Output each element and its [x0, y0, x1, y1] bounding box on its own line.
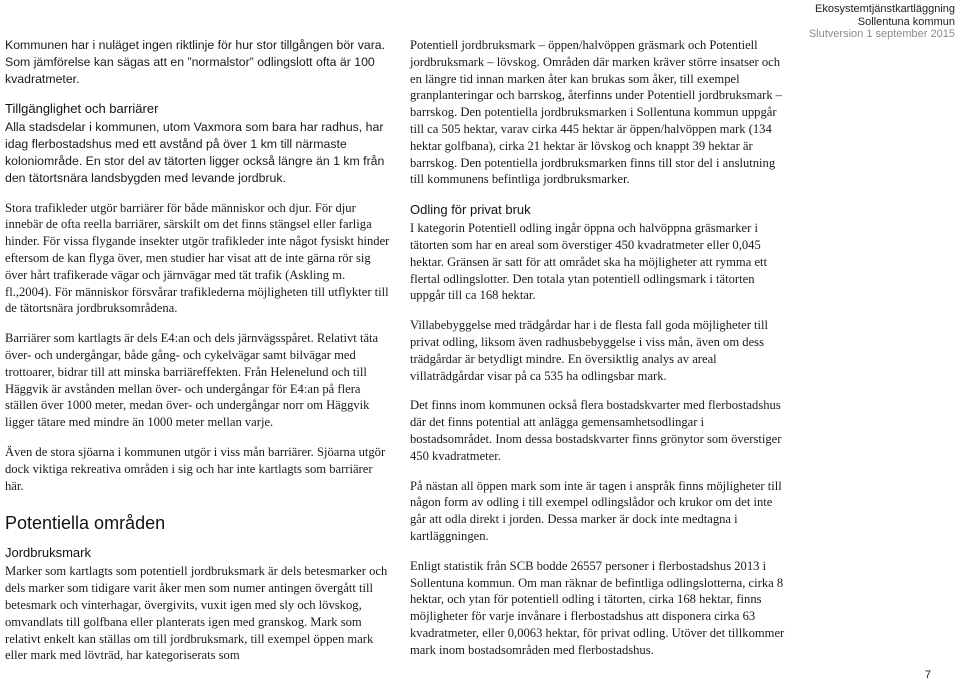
farmland-heading: Jordbruksmark — [5, 545, 91, 561]
villa-gardens-paragraph: Villabebyggelse med trädgårdar har i de flesta fall goda möjligheter till privat odling, liksom även radhusbebyggelse i viss mån, även om dess trädgårdar är betydligt mindre. En översiktlig analys av areal villaträdgårdar visar på ca 535 ha odlingsbar mark. — [410, 318, 769, 383]
header-version: Slutversion 1 september 2015 — [808, 28, 955, 40]
lakes-paragraph: Även de stora sjöarna i kommunen utgör i viss mån barriärer. Sjöarna utgör dock viktiga rekreativa områden i sig och har inte kartlagts som barriärer här. — [5, 444, 386, 493]
header-report-title: Ekosystemtjänstkartläggning — [814, 3, 955, 15]
mapped-barriers-paragraph: Barriärer som kartlagts är dels E4:an och dels järnvägsspåret. Relativt täta över- och undergångar, både gång- och cykelvägar samt bilvägar med trottoarer, bidrar till att minska barriäreffekten. Från Helenelund och till Häggvik är avstånden mellan över- och undergångar för E4:an på flera ställen över 1000 meter, medan över- och undergångar norr om Häggvik ligger tätare med mindre än 1000 meter mellan varje. — [5, 331, 379, 430]
right-column — [410, 37, 788, 672]
apartment-blocks-paragraph: Det finns inom kommunen också flera bostadskvarter med flerbostadshus där det finns potential att anlägga gemensamhetsodlingar i bostadsområdet. Inom dessa bostadskvarter finns grönytor som överstiger 450 kvadratmeter. — [410, 398, 782, 463]
private-cultivation-heading: Odling för privat bruk — [410, 202, 531, 218]
potential-areas-heading: Potentiella områden — [5, 513, 166, 534]
statistics-paragraph: Enligt statistik från SCB bodde 26557 personer i flerbostadshus 2013 i Sollentuna kommun. Om man räknar de befintliga odlingslotterna, cirka 8 hektar, och ytan för potentiell odling i tätorten, cirka 168 hektar, finns möjligheter för varje invånare i flerbostadshus att disponera cirka 63 kvadratmeter, eller 0,0063 hektar, för privat odling. Utöver det tillkommer mark inom bostadsområden med flerbostadshus. — [410, 558, 785, 657]
open-land-paragraph: På nästan all öppen mark som inte är tagen i anspråk finns möjligheter till någon form av odling i till exempel odlingslådor och krukor om det inte går att odla direkt i jorden. Dessa marker är dock inte medtagna i kartläggningen. — [410, 478, 782, 543]
header-municipality: Sollentuna kommun — [857, 15, 955, 28]
farmland-paragraph: Marker som kartlagts som potentiell jordbruksmark är dels betesmarker och dels marker som tidigare varit åker men som numer antingen övergått till betesmark och vinterhagar, övergivits, vuxit igen med sly och lövskog, omvandlats till golfbana eller planterats igen med granskog. Mark som relativt enkelt kan ställas om till jordbruksmark, till exempel öppen mark eller mark med lövträd, har kategoriserats som — [5, 564, 388, 663]
document-header — [809, 3, 955, 41]
page-number: 7 — [924, 669, 931, 681]
barriers-paragraph: Stora trafikleder utgör barriärer för både människor och djur. För djur innebär de ofta reella barriärer, särskilt om det finns stängsel eller farliga hinder. För vissa flygande insekter utgör trafikleder inte något fysiskt hinder eftersom de kan flyga över, men studier har visat att de inte gärna rör sig över hårt trafikerade vägar och järnvägar med tät trafik (Askling m. fl.,2004). För människor försvårar trafiklederna möjligheten till utflykter till de tätortsnära jordbruksområdena. — [5, 200, 390, 316]
potential-farmland-paragraph: Potentiell jordbruksmark – öppen/halvöppen gräsmark och Potentiell jordbruksmark – lövskog. Områden där marken kräver större insatser och en längre tid innan marken åter kan brukas som åker, till exempel granplanteringar och barrskog, återfinns under Potentiell jordbruksmark – barrskog. Den potentiella jordbruksmarken i Sollentuna kommun uppgår till ca 505 hektar, varav cirka 445 hektar är öppen/halvöppen mark (134 hektar golfbana), cirka 21 hektar är lövskog och knappt 39 hektar är barrskog. Den potentiella jordbruksmarken finns till stor del i anslutning till kommunens befintliga jordbruksmarker. — [410, 38, 783, 187]
access-heading: Tillgänglighet och barriärer — [5, 101, 159, 117]
access-paragraph: Alla stadsdelar i kommunen, utom Vaxmora som bara har radhus, har idag flerbostadshus med ett avstånd på över 1 km till närmaste koloniområde. En stor del av tätorten ligger också längre än 1 km från den tätortsnära landsbygden med levande jordbruk. — [5, 120, 385, 185]
private-cultivation-paragraph: I kategorin Potentiell odling ingår öppna och halvöppna gräsmarker i tätorten som har en areal som överstiger 450 kvadratmeter eller 0,045 hektar. Gränsen är satt för att området ska ha möjligheter att rymma ett flertal odlingslotter. Den totala ytan potentiell odlingsmark i tätorten uppgår till ca 168 hektar. — [410, 221, 768, 303]
intro-paragraph: Kommunen har i nuläget ingen riktlinje för hur stor tillgången bör vara. Som jämförelse kan sägas att en ”normalstor” odlingslott ofta är 100 kvadratmeter. — [5, 38, 386, 86]
left-column — [5, 37, 390, 677]
